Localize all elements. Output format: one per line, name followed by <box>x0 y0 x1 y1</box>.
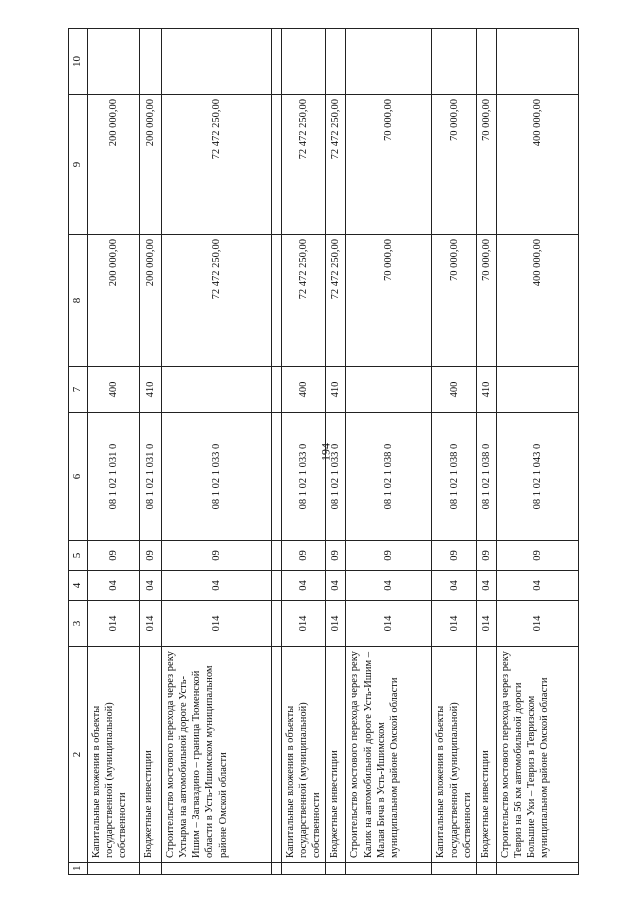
description-cell: Бюджетные инвестиции <box>140 647 162 863</box>
amount-cell: 72 472 250,00 <box>282 95 326 235</box>
code-cell <box>272 571 282 601</box>
code-cell: 09 <box>140 541 162 571</box>
column-header: 7 <box>69 367 88 413</box>
description-cell: Бюджетные инвестиции <box>326 647 346 863</box>
code-cell: 08 1 02 1 031 0 <box>88 413 140 541</box>
amount-cell: 200 000,00 <box>88 235 140 367</box>
code-cell: 04 <box>162 571 272 601</box>
code-cell: 014 <box>496 601 578 647</box>
amount-cell <box>88 29 140 95</box>
amount-cell: 200 000,00 <box>88 95 140 235</box>
table-row <box>140 29 162 875</box>
description-cell: Бюджетные инвестиции <box>476 647 496 863</box>
table-row <box>496 29 578 875</box>
amount-cell: 400 000,00 <box>496 95 578 235</box>
amount-cell <box>346 29 432 95</box>
code-cell: 04 <box>476 571 496 601</box>
amount-cell <box>162 29 272 95</box>
code-cell: 04 <box>88 571 140 601</box>
amount-cell <box>432 29 476 95</box>
column-header: 9 <box>69 95 88 235</box>
description-cell: Капитальные вложения в объекты государственной (муниципальной) собственности <box>88 647 140 863</box>
row-number-cell <box>432 863 476 875</box>
code-cell <box>272 541 282 571</box>
code-cell: 04 <box>326 571 346 601</box>
code-cell: 09 <box>162 541 272 571</box>
table-row <box>432 29 476 875</box>
amount-cell: 72 472 250,00 <box>162 95 272 235</box>
amount-cell: 200 000,00 <box>140 95 162 235</box>
page-number: 194 <box>318 443 333 461</box>
description-cell: Строительство мостового перехода через реку Тевриз на 56 км автомобильной дороги Большие Уки – Тевриз в Тевризском муниципальном районе Омской области <box>496 647 578 863</box>
description-cell: Строительство мостового перехода через реку Калик на автомобильной дороге Усть-Ишим – Малая Бича в Усть-Ишимском муниципальном районе Омской области <box>346 647 432 863</box>
code-cell: 014 <box>162 601 272 647</box>
code-cell: 09 <box>88 541 140 571</box>
amount-cell <box>140 29 162 95</box>
column-header: 4 <box>69 571 88 601</box>
amount-cell <box>272 235 282 367</box>
row-number-cell <box>88 863 140 875</box>
code-cell: 09 <box>282 541 326 571</box>
row-number-cell <box>272 863 282 875</box>
row-number-cell <box>496 863 578 875</box>
code-cell: 09 <box>496 541 578 571</box>
header-row <box>69 29 88 875</box>
amount-cell <box>496 29 578 95</box>
description-cell: Капитальные вложения в объекты государственной (муниципальной) собственности <box>282 647 326 863</box>
code-cell: 08 1 02 1 033 0 <box>282 413 326 541</box>
code-cell: 014 <box>346 601 432 647</box>
budget-table-container <box>68 29 572 875</box>
amount-cell <box>326 29 346 95</box>
row-number-cell <box>326 863 346 875</box>
code-cell: 08 1 02 1 031 0 <box>140 413 162 541</box>
amount-cell: 70 000,00 <box>346 235 432 367</box>
column-header: 5 <box>69 541 88 571</box>
amount-cell: 400 000,00 <box>496 235 578 367</box>
column-header: 3 <box>69 601 88 647</box>
code-cell: 04 <box>346 571 432 601</box>
code-cell: 014 <box>476 601 496 647</box>
description-cell: Строительство мостового перехода через реку Ухтырма на автомобильной дороге Усть-Ишим – Загваздино – граница Тюменской области в Усть-Ишимском муниципальном районе Омской области <box>162 647 272 863</box>
code-cell: 08 1 02 1 033 0 <box>326 413 346 541</box>
code-cell: 09 <box>476 541 496 571</box>
table-row <box>346 29 432 875</box>
column-header: 6 <box>69 413 88 541</box>
code-cell: 04 <box>432 571 476 601</box>
amount-cell: 72 472 250,00 <box>326 95 346 235</box>
amount-cell: 72 472 250,00 <box>162 235 272 367</box>
table-row <box>162 29 272 875</box>
code-cell: 400 <box>432 367 476 413</box>
description-cell: Капитальные вложения в объекты государственной (муниципальной) собственности <box>432 647 476 863</box>
code-cell: 09 <box>346 541 432 571</box>
row-number-cell <box>140 863 162 875</box>
table-row <box>476 29 496 875</box>
code-cell: 014 <box>282 601 326 647</box>
budget-table <box>68 28 579 875</box>
code-cell: 400 <box>88 367 140 413</box>
amount-cell: 70 000,00 <box>432 95 476 235</box>
row-number-cell <box>476 863 496 875</box>
amount-cell: 70 000,00 <box>476 95 496 235</box>
amount-cell <box>282 29 326 95</box>
code-cell <box>346 367 432 413</box>
code-cell: 014 <box>140 601 162 647</box>
code-cell: 014 <box>432 601 476 647</box>
amount-cell <box>272 95 282 235</box>
row-number-cell <box>162 863 272 875</box>
code-cell: 014 <box>88 601 140 647</box>
description-cell <box>272 647 282 863</box>
column-header: 2 <box>69 647 88 863</box>
amount-cell: 200 000,00 <box>140 235 162 367</box>
code-cell: 08 1 02 1 033 0 <box>162 413 272 541</box>
code-cell: 410 <box>140 367 162 413</box>
code-cell: 04 <box>282 571 326 601</box>
code-cell: 04 <box>140 571 162 601</box>
code-cell: 08 1 02 1 043 0 <box>496 413 578 541</box>
code-cell: 08 1 02 1 038 0 <box>346 413 432 541</box>
amount-cell <box>272 29 282 95</box>
code-cell: 014 <box>326 601 346 647</box>
amount-cell: 70 000,00 <box>432 235 476 367</box>
row-number-cell <box>346 863 432 875</box>
code-cell: 08 1 02 1 038 0 <box>432 413 476 541</box>
code-cell: 09 <box>326 541 346 571</box>
code-cell <box>496 367 578 413</box>
code-cell <box>162 367 272 413</box>
code-cell: 08 1 02 1 038 0 <box>476 413 496 541</box>
code-cell: 400 <box>282 367 326 413</box>
amount-cell <box>476 29 496 95</box>
amount-cell: 72 472 250,00 <box>282 235 326 367</box>
column-header: 8 <box>69 235 88 367</box>
code-cell <box>272 601 282 647</box>
table-row <box>88 29 140 875</box>
column-header: 10 <box>69 29 88 95</box>
code-cell: 04 <box>496 571 578 601</box>
amount-cell: 70 000,00 <box>476 235 496 367</box>
code-cell <box>272 367 282 413</box>
amount-cell: 72 472 250,00 <box>326 235 346 367</box>
code-cell: 09 <box>432 541 476 571</box>
amount-cell: 70 000,00 <box>346 95 432 235</box>
code-cell: 410 <box>326 367 346 413</box>
table-row <box>326 29 346 875</box>
row-number-cell <box>282 863 326 875</box>
code-cell <box>272 413 282 541</box>
code-cell: 410 <box>476 367 496 413</box>
column-header: 1 <box>69 863 88 875</box>
table-row <box>282 29 326 875</box>
table-row <box>272 29 282 875</box>
